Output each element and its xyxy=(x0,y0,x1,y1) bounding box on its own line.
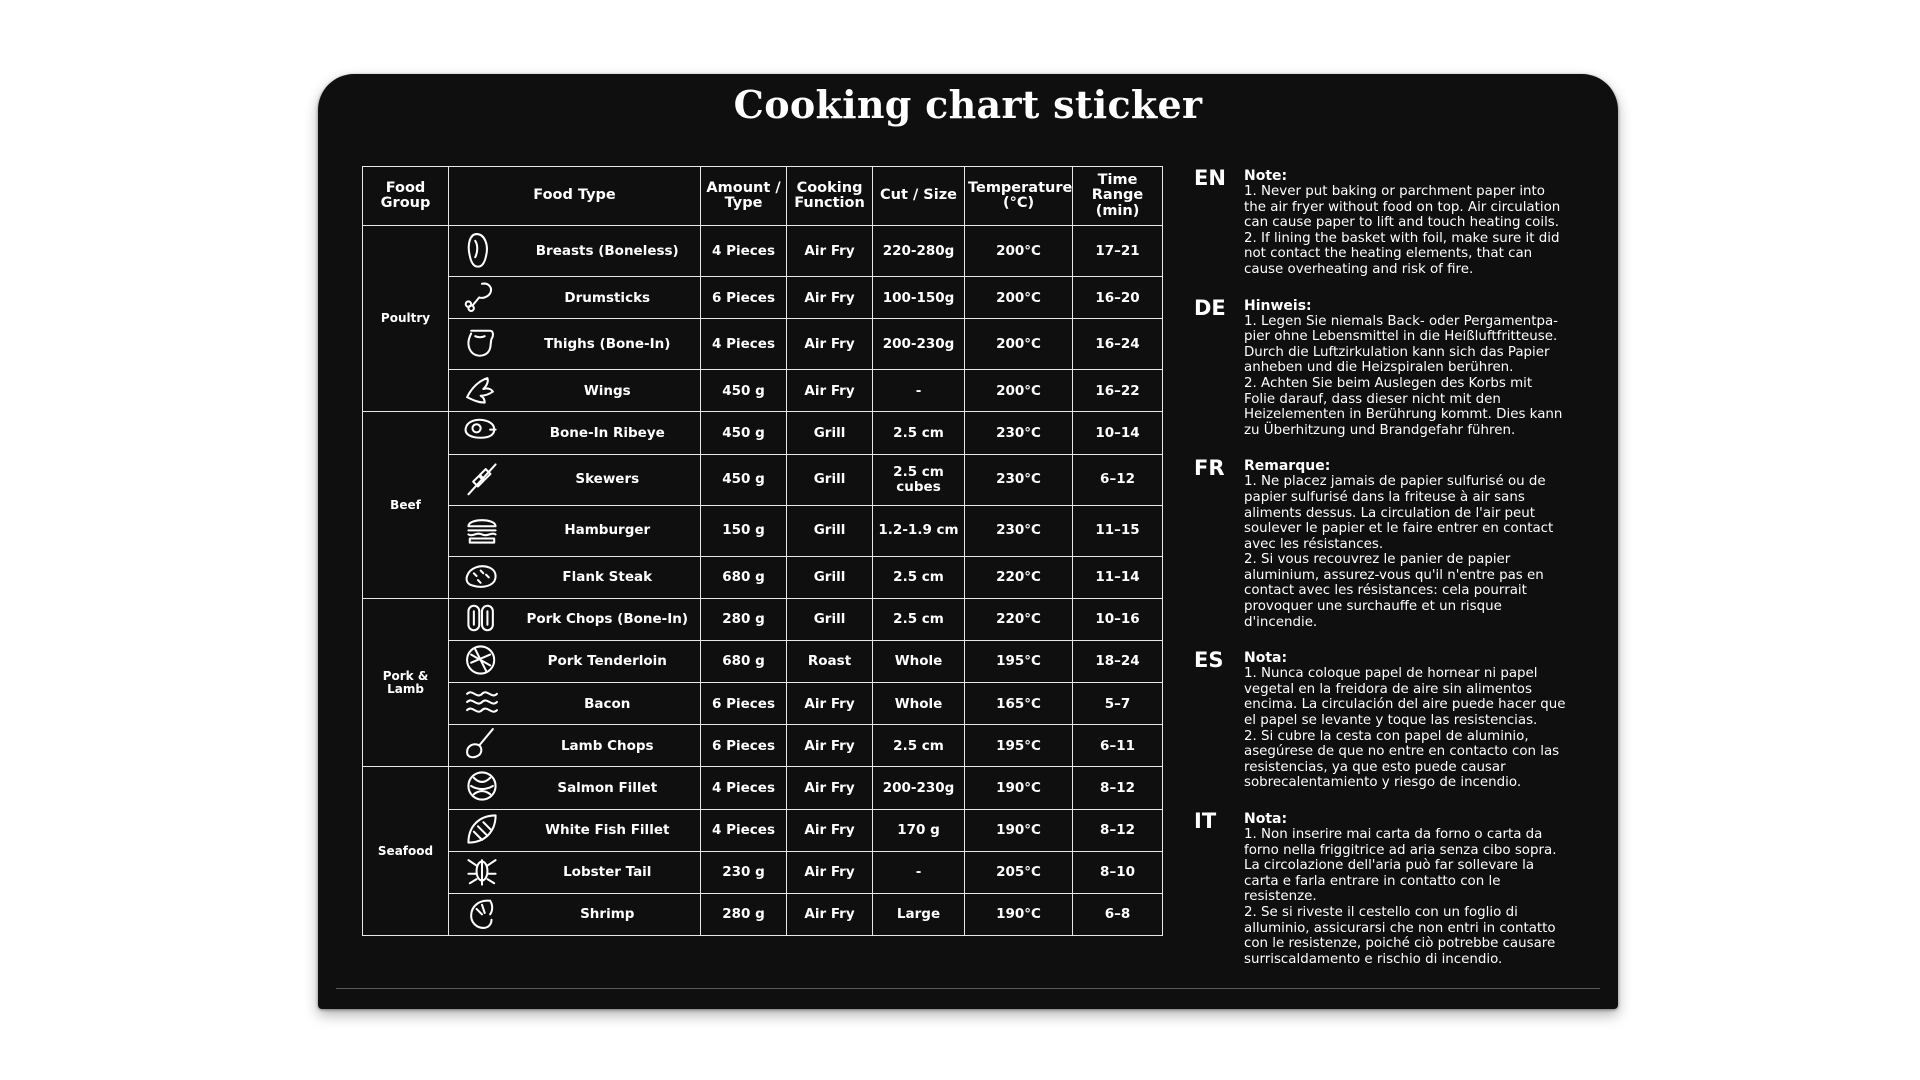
table-row xyxy=(363,893,1163,935)
food-icon-cell xyxy=(449,725,515,767)
food-icon-cell xyxy=(449,809,515,851)
note-text-line: 1. Never put baking or parchment paper into xyxy=(1244,184,1545,199)
note-en xyxy=(1194,166,1594,278)
temperature-cell: 200°C xyxy=(965,370,1073,412)
table-row xyxy=(363,412,1163,454)
note-de xyxy=(1194,296,1594,439)
note-language-code: ES xyxy=(1194,648,1224,673)
note-text-line: Folie darauf, dass dieser nicht mit den xyxy=(1244,391,1501,407)
time-range-cell: 10–14 xyxy=(1073,412,1163,454)
drumstick-icon xyxy=(452,277,512,318)
amount-cell: 6 Pieces xyxy=(701,725,787,767)
note-heading: Nota: xyxy=(1244,650,1288,667)
food-type-cell: Flank Steak xyxy=(515,556,701,598)
food-group-cell: Beef xyxy=(363,412,449,598)
food-group-cell: Seafood xyxy=(363,767,449,936)
hamburger-icon xyxy=(452,510,512,551)
food-type-cell: Bone-In Ribeye xyxy=(515,412,701,454)
note-text-line: con le resistenze, poiché ciò potrebbe causare xyxy=(1244,936,1556,952)
amount-cell: 280 g xyxy=(701,893,787,935)
temperature-cell: 205°C xyxy=(965,851,1073,893)
time-range-cell: 16–24 xyxy=(1073,319,1163,370)
cooking-function-cell: Air Fry xyxy=(787,277,873,319)
table-row xyxy=(363,505,1163,556)
note-text-line: 2. If lining the basket with foil, make sure it did xyxy=(1244,230,1560,246)
cut-size-cell: 100-150g xyxy=(873,277,965,319)
flank-steak-icon xyxy=(452,557,512,598)
food-type-cell: Pork Tenderloin xyxy=(515,640,701,682)
cooking-chart-sticker xyxy=(318,74,1618,1009)
cut-size-cell: Whole xyxy=(873,640,965,682)
note-text-line: La circolazione dell'aria può far sollevare la xyxy=(1244,858,1535,874)
time-range-cell: 8–12 xyxy=(1073,767,1163,809)
amount-cell: 450 g xyxy=(701,412,787,454)
note-language-code: DE xyxy=(1194,295,1226,320)
temperature-cell: 190°C xyxy=(965,767,1073,809)
note-text-line: carta e farla entrare in contatto con le xyxy=(1244,873,1501,889)
food-icon-cell xyxy=(449,454,515,505)
amount-cell: 4 Pieces xyxy=(701,809,787,851)
cut-size-cell: 170 g xyxy=(873,809,965,851)
food-icon-cell xyxy=(449,412,515,454)
food-group-cell: Pork & Lamb xyxy=(363,598,449,767)
food-group-cell: Poultry xyxy=(363,226,449,412)
note-text-line: vegetal en la freidora de aire sin alimentos xyxy=(1244,681,1532,697)
cut-size-cell: - xyxy=(873,851,965,893)
note-language-code: FR xyxy=(1194,456,1225,481)
table-row xyxy=(363,454,1163,505)
temperature-cell: 230°C xyxy=(965,412,1073,454)
cooking-function-cell: Air Fry xyxy=(787,683,873,725)
time-range-cell: 11–15 xyxy=(1073,505,1163,556)
note-text-line: can cause paper to lift and touch heating coils. xyxy=(1244,215,1560,231)
note-text-line: resistencias, ya que esto puede causar xyxy=(1244,759,1506,775)
amount-cell: 230 g xyxy=(701,851,787,893)
note-text-line: 1. Legen Sie niemals Back- oder Pergamentpa- xyxy=(1244,313,1558,329)
note-text-line: zu Überhitzung und Brandgefahr führen. xyxy=(1244,422,1516,438)
table-row xyxy=(363,767,1163,809)
cut-size-cell: - xyxy=(873,370,965,412)
food-icon-cell xyxy=(449,505,515,556)
pork-tenderloin-icon xyxy=(452,641,512,682)
note-it xyxy=(1194,809,1594,967)
note-text-line: aluminium, assurez-vous qu'il n'entre pas en xyxy=(1244,567,1544,583)
note-heading: Remarque: xyxy=(1244,458,1331,475)
amount-cell: 4 Pieces xyxy=(701,319,787,370)
food-icon-cell xyxy=(449,893,515,935)
header-food-group: Food Group xyxy=(363,167,449,226)
amount-cell: 450 g xyxy=(701,370,787,412)
temperature-cell: 220°C xyxy=(965,598,1073,640)
note-text-line: not contact the heating elements, that can xyxy=(1244,246,1533,262)
note-text-line: the air fryer without food on top. Air circulation xyxy=(1244,199,1561,215)
note-text-line: resistenze. xyxy=(1244,889,1317,905)
cut-size-cell: 1.2-1.9 cm xyxy=(873,505,965,556)
food-type-cell: Breasts (Boneless) xyxy=(515,226,701,277)
header-amount-type: Amount / Type xyxy=(701,167,787,226)
cooking-function-cell: Air Fry xyxy=(787,893,873,935)
fish-fillet-icon xyxy=(452,810,512,851)
time-range-cell: 8–10 xyxy=(1073,851,1163,893)
amount-cell: 4 Pieces xyxy=(701,226,787,277)
note-language-code: IT xyxy=(1194,809,1217,833)
cooking-function-cell: Air Fry xyxy=(787,725,873,767)
bacon-icon xyxy=(452,683,512,724)
header-cooking-function: Cooking Function xyxy=(787,167,873,226)
amount-cell: 450 g xyxy=(701,454,787,505)
food-type-cell: Drumsticks xyxy=(515,277,701,319)
amount-cell: 150 g xyxy=(701,505,787,556)
cooking-function-cell: Air Fry xyxy=(787,767,873,809)
note-text-line: sobrecalentamiento y riesgo de incendio. xyxy=(1244,775,1522,791)
time-range-cell: 17–21 xyxy=(1073,226,1163,277)
time-range-cell: 16–20 xyxy=(1073,277,1163,319)
cut-size-cell: 200-230g xyxy=(873,767,965,809)
temperature-cell: 190°C xyxy=(965,893,1073,935)
time-range-cell: 5–7 xyxy=(1073,683,1163,725)
cooking-function-cell: Air Fry xyxy=(787,226,873,277)
temperature-cell: 200°C xyxy=(965,277,1073,319)
note-text-line: 1. Non inserire mai carta da forno o carta da xyxy=(1244,827,1543,842)
food-type-cell: White Fish Fillet xyxy=(515,809,701,851)
food-type-cell: Wings xyxy=(515,370,701,412)
amount-cell: 6 Pieces xyxy=(701,683,787,725)
time-range-cell: 18–24 xyxy=(1073,640,1163,682)
salmon-fillet-icon xyxy=(452,767,512,808)
food-icon-cell xyxy=(449,556,515,598)
temperature-cell: 220°C xyxy=(965,556,1073,598)
note-text-line: 1. Nunca coloque papel de hornear ni papel xyxy=(1244,666,1538,682)
food-icon-cell xyxy=(449,226,515,277)
cut-size-cell: 2.5 cm xyxy=(873,725,965,767)
note-text-line: provoquer une surchauffe et un risque xyxy=(1244,599,1502,615)
time-range-cell: 8–12 xyxy=(1073,809,1163,851)
cooking-function-cell: Grill xyxy=(787,412,873,454)
cooking-function-cell: Grill xyxy=(787,454,873,505)
note-text-line: 1. Ne placez jamais de papier sulfurisé ou de xyxy=(1244,474,1546,490)
table-row xyxy=(363,683,1163,725)
table-row xyxy=(363,556,1163,598)
note-heading: Hinweis: xyxy=(1244,297,1312,314)
lamb-chop-icon xyxy=(452,725,512,766)
temperature-cell: 200°C xyxy=(965,226,1073,277)
note-text-line: anheben und die Heizspiralen berühren. xyxy=(1244,360,1514,376)
cooking-function-cell: Roast xyxy=(787,640,873,682)
note-text-line: asegúrese de que no entre en contacto con las xyxy=(1244,744,1560,760)
food-type-cell: Lobster Tail xyxy=(515,851,701,893)
lobster-icon xyxy=(452,852,512,893)
table-row xyxy=(363,640,1163,682)
chicken-breast-icon xyxy=(452,230,512,271)
cooking-function-cell: Grill xyxy=(787,556,873,598)
note-heading: Nota: xyxy=(1244,811,1288,827)
amount-cell: 680 g xyxy=(701,640,787,682)
header-food-type: Food Type xyxy=(449,167,701,226)
note-heading: Note: xyxy=(1244,168,1288,184)
ribeye-steak-icon xyxy=(452,412,512,453)
header-temperature: Temperature (°C) xyxy=(965,167,1073,226)
food-icon-cell xyxy=(449,370,515,412)
note-text-line: avec les résistances. xyxy=(1244,536,1384,552)
temperature-cell: 195°C xyxy=(965,725,1073,767)
header-cut-size: Cut / Size xyxy=(873,167,965,226)
food-type-cell: Thighs (Bone-In) xyxy=(515,319,701,370)
note-text-line: contact avec les résistances: cela pourrait xyxy=(1244,583,1527,599)
skewer-icon xyxy=(452,459,512,500)
food-type-cell: Skewers xyxy=(515,454,701,505)
cut-size-cell: Large xyxy=(873,893,965,935)
time-range-cell: 6–12 xyxy=(1073,454,1163,505)
food-type-cell: Bacon xyxy=(515,683,701,725)
sticker-bottom-edge xyxy=(336,988,1600,989)
note-text-line: pier ohne Lebensmittel in die Heißluftfritteuse. xyxy=(1244,329,1558,345)
temperature-cell: 230°C xyxy=(965,454,1073,505)
cooking-function-cell: Grill xyxy=(787,505,873,556)
cut-size-cell: 220-280g xyxy=(873,226,965,277)
time-range-cell: 16–22 xyxy=(1073,370,1163,412)
food-icon-cell xyxy=(449,640,515,682)
food-icon-cell xyxy=(449,851,515,893)
temperature-cell: 195°C xyxy=(965,640,1073,682)
time-range-cell: 6–8 xyxy=(1073,893,1163,935)
pork-chops-icon xyxy=(452,599,512,640)
note-text-line: alluminio, assicurarsi che non entri in contatto xyxy=(1244,920,1556,936)
temperature-cell: 200°C xyxy=(965,319,1073,370)
header-time-range: Time Range (min) xyxy=(1073,167,1163,226)
amount-cell: 6 Pieces xyxy=(701,277,787,319)
note-text-line: aliments dessus. La circulation de l'air peut xyxy=(1244,505,1536,521)
amount-cell: 280 g xyxy=(701,598,787,640)
cut-size-cell: Whole xyxy=(873,683,965,725)
table-row xyxy=(363,226,1163,277)
cut-size-cell: 2.5 cm cubes xyxy=(873,454,965,505)
time-range-cell: 6–11 xyxy=(1073,725,1163,767)
food-type-cell: Lamb Chops xyxy=(515,725,701,767)
amount-cell: 4 Pieces xyxy=(701,767,787,809)
table-row xyxy=(363,370,1163,412)
cooking-function-cell: Air Fry xyxy=(787,851,873,893)
food-icon-cell xyxy=(449,277,515,319)
cooking-chart-table xyxy=(362,166,1163,936)
cooking-function-cell: Air Fry xyxy=(787,370,873,412)
cut-size-cell: 200-230g xyxy=(873,319,965,370)
table-row xyxy=(363,725,1163,767)
note-text-line: Durch die Luftzirkulation kann sich das Papier xyxy=(1244,344,1550,360)
table-row xyxy=(363,277,1163,319)
food-icon-cell xyxy=(449,683,515,725)
note-es xyxy=(1194,648,1594,791)
table-row xyxy=(363,598,1163,640)
note-text-line: soulever le papier et le faire entrer en contact xyxy=(1244,521,1554,537)
food-icon-cell xyxy=(449,598,515,640)
table-header-row xyxy=(363,167,1163,226)
table-row xyxy=(363,319,1163,370)
cut-size-cell: 2.5 cm xyxy=(873,598,965,640)
cooking-function-cell: Air Fry xyxy=(787,809,873,851)
time-range-cell: 10–16 xyxy=(1073,598,1163,640)
temperature-cell: 165°C xyxy=(965,683,1073,725)
safety-notes xyxy=(1194,166,1594,967)
cut-size-cell: 2.5 cm xyxy=(873,556,965,598)
note-text-line: el papel se levante y toque las resistencias. xyxy=(1244,713,1538,729)
note-text-line: encima. La circulación del aire puede hacer que xyxy=(1244,697,1566,713)
note-text-line: surriscaldamento e rischio di incendio. xyxy=(1244,951,1503,967)
food-type-cell: Shrimp xyxy=(515,893,701,935)
note-text-line: papier sulfurisé dans la friteuse à air sans xyxy=(1244,489,1525,505)
note-text-line: 2. Se si riveste il cestello con un foglio di xyxy=(1244,904,1518,920)
note-fr xyxy=(1194,456,1594,630)
food-icon-cell xyxy=(449,319,515,370)
note-text-line: 2. Si vous recouvrez le panier de papier xyxy=(1244,552,1511,568)
note-text-line: forno nella friggitrice ad aria senza cibo sopra. xyxy=(1244,842,1557,858)
sticker-title: Cooking chart sticker xyxy=(733,82,1203,127)
note-text-line: d'incendie. xyxy=(1244,614,1318,630)
temperature-cell: 190°C xyxy=(965,809,1073,851)
food-icon-cell xyxy=(449,767,515,809)
note-language-code: EN xyxy=(1194,166,1226,190)
time-range-cell: 11–14 xyxy=(1073,556,1163,598)
cooking-function-cell: Grill xyxy=(787,598,873,640)
temperature-cell: 230°C xyxy=(965,505,1073,556)
note-text-line: 2. Si cubre la cesta con papel de aluminio, xyxy=(1244,728,1529,744)
cut-size-cell: 2.5 cm xyxy=(873,412,965,454)
table-row xyxy=(363,809,1163,851)
shrimp-icon xyxy=(452,894,512,935)
amount-cell: 680 g xyxy=(701,556,787,598)
chicken-thigh-icon xyxy=(452,324,512,365)
chicken-wing-icon xyxy=(452,370,512,411)
cooking-function-cell: Air Fry xyxy=(787,319,873,370)
note-text-line: cause overheating and risk of fire. xyxy=(1244,261,1474,277)
food-type-cell: Salmon Fillet xyxy=(515,767,701,809)
food-type-cell: Pork Chops (Bone-In) xyxy=(515,598,701,640)
note-text-line: 2. Achten Sie beim Auslegen des Korbs mit xyxy=(1244,375,1533,391)
note-text-line: Heizelementen in Berührung kommt. Dies kann xyxy=(1244,407,1563,423)
food-type-cell: Hamburger xyxy=(515,505,701,556)
table-row xyxy=(363,851,1163,893)
